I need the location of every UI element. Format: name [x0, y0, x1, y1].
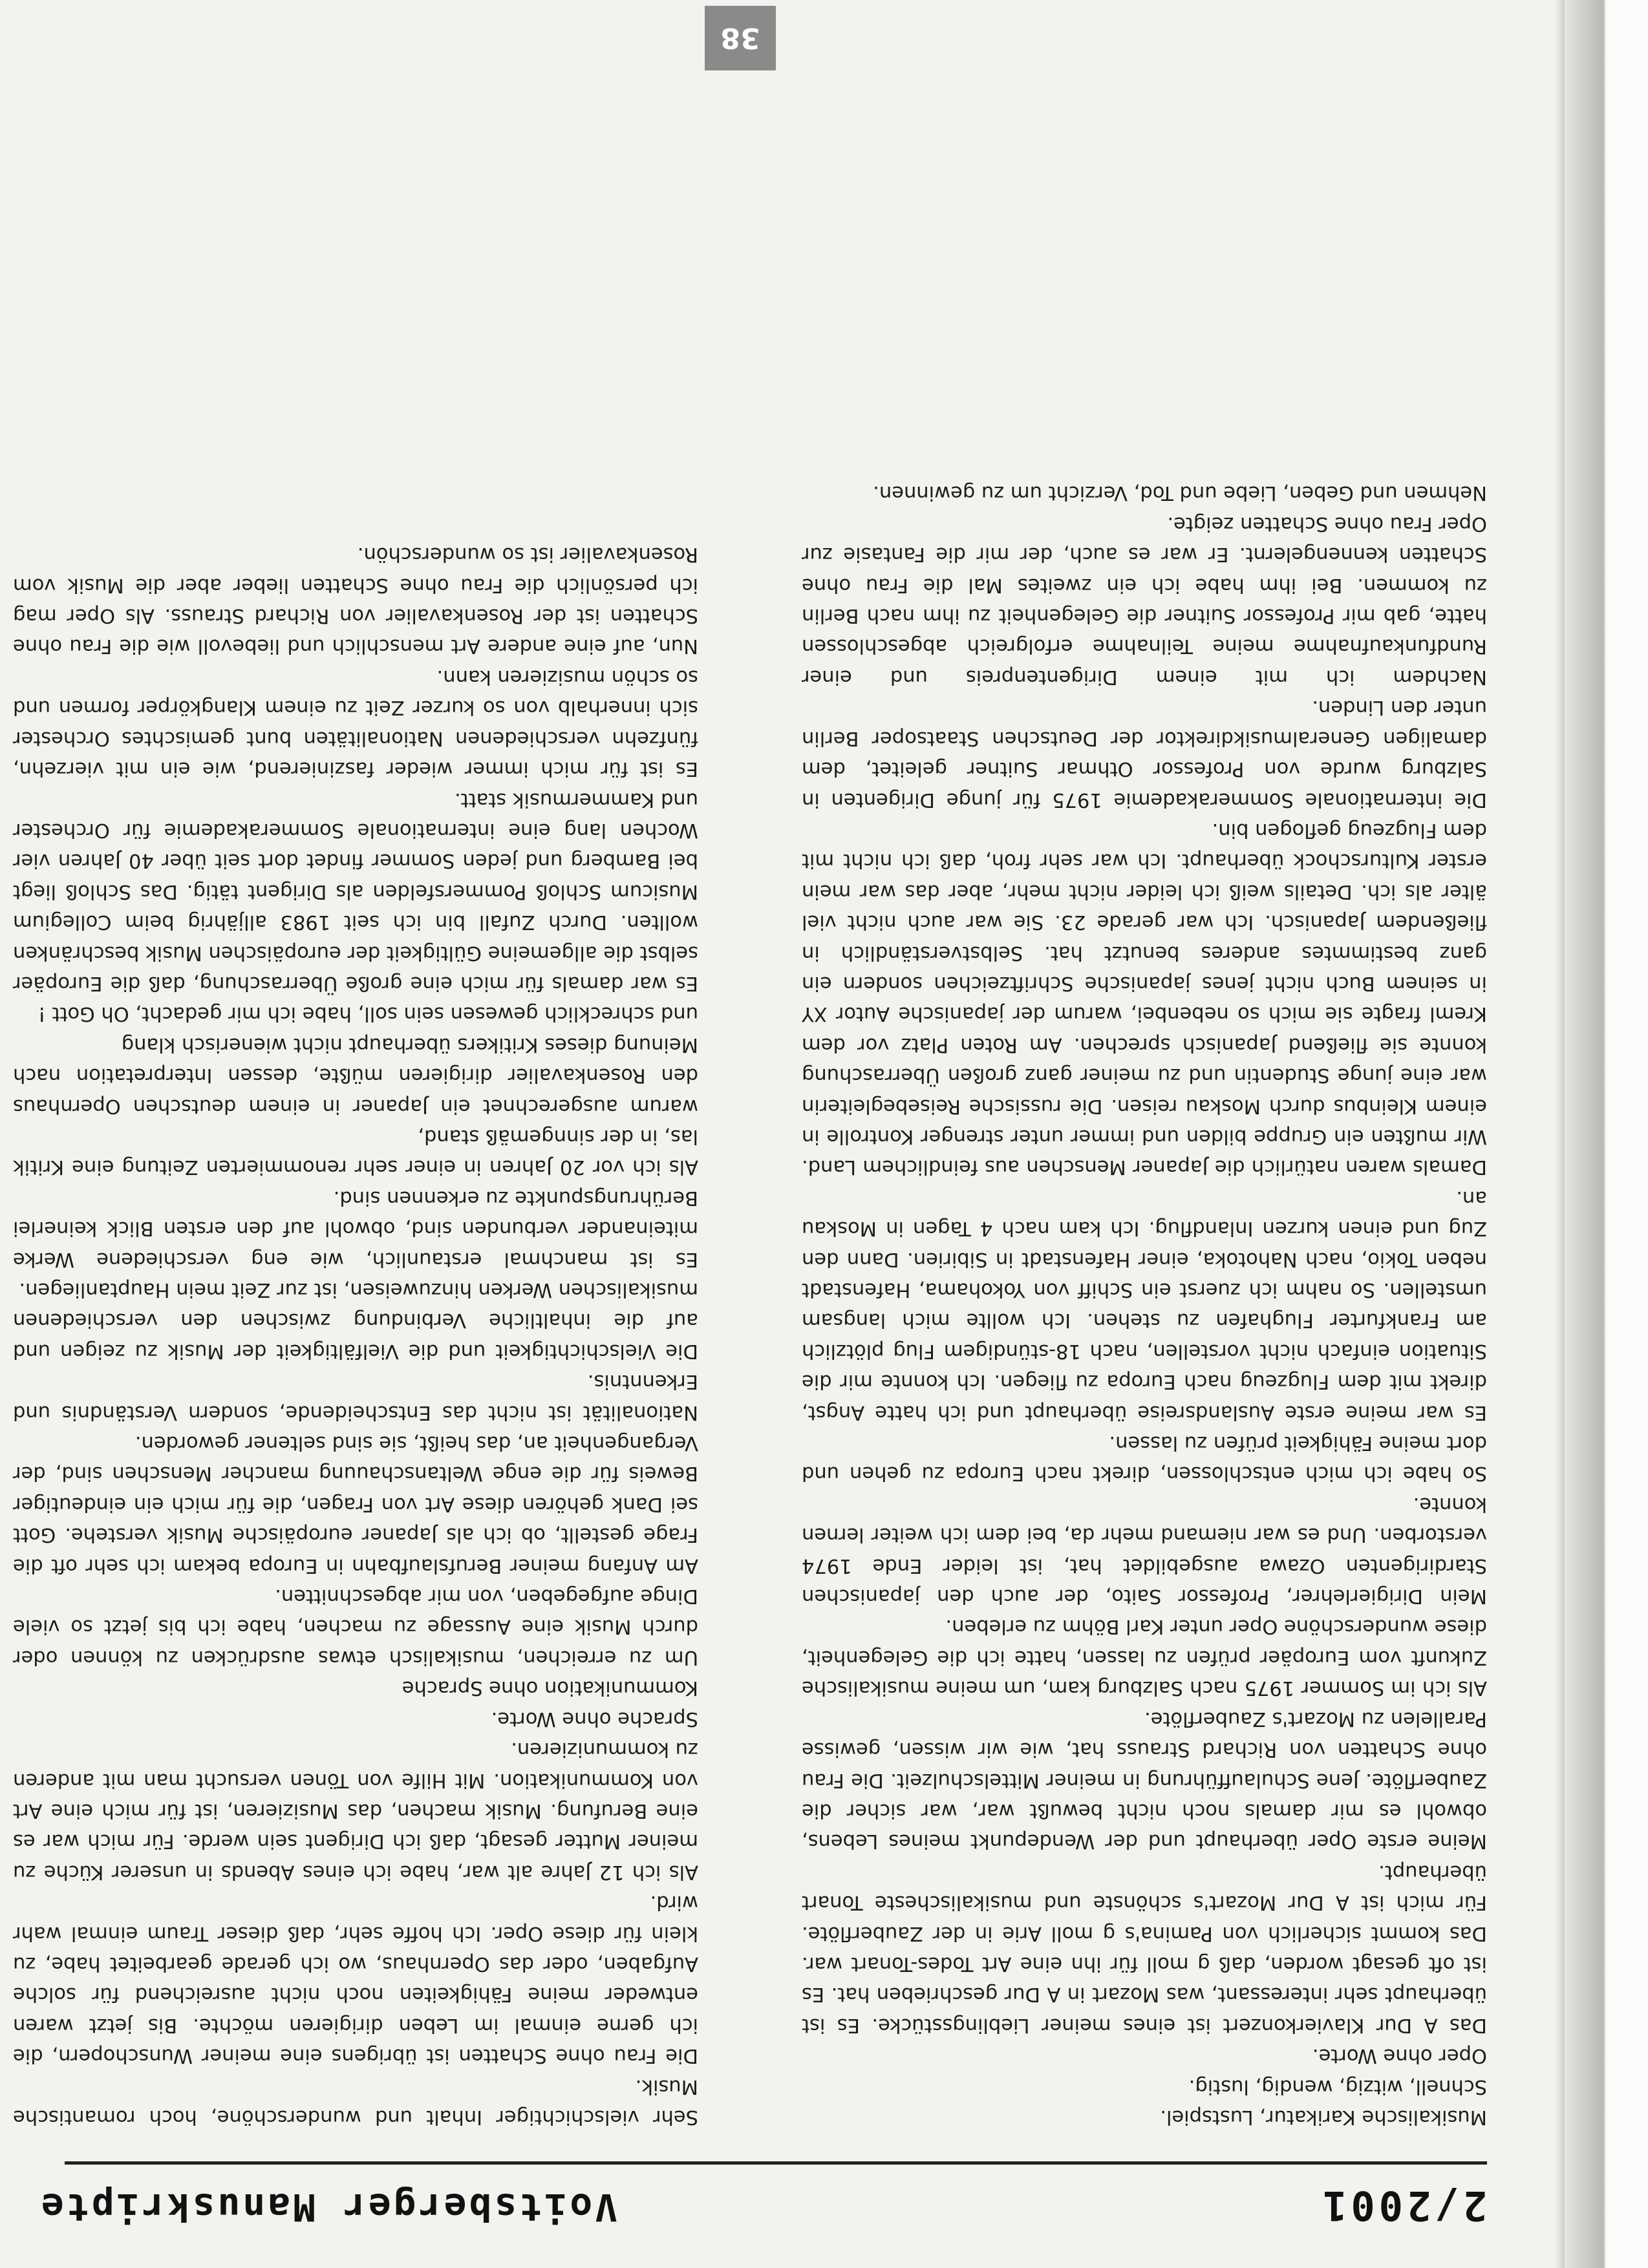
paragraph: Es war meine erste Auslandsreise überhaupt und ich hatte Angst, direkt mit dem Flugzeug nach Europa zu fliegen. Ich konnte mir die Situation einfach nicht vorstellen, nach 18-stündigem Flug plötzlich am Frankfurter Flughafen zu stehen. Ich wollte mich langsam umstellen. So nahm ich zuerst ein Schiff von Yokohama, Hafenstadt neben Tokio, nach Nahotoka, einer Hafenstadt in Sibirien. Dann den Zug und einen kurzen Inlandflug. Ich kam nach 4 Tagen in Moskau an.	[802, 1186, 1487, 1424]
paragraph: Die Vielschichtigkeit und die Vielfältigkeit der Musik zu zeigen und auf die inhaltliche Verbindung zwischen den verschiedenen musikalischen Werken hinzuweisen, ist zur Zeit mein Hauptanliegen.	[13, 1278, 698, 1362]
paragraph: Nachdem ich mit einem Dirigentenpreis und einer Rundfunkaufnahme meine Teilnahme erfolgreich abgeschlossen hatte, gab mir Professor Suitner die Gelegenheit zu ihm nach Berlin zu kommen. Bei ihm habe ich ein zweites Mal die Frau ohne Schatten kennengelernt. Er war es auch, der mir die Fantasie zur Oper Frau ohne Schatten zeigte.	[802, 512, 1487, 688]
paragraph: und schrecklich gewesen sein soll, habe ich mir gedacht, Oh Gott !	[37, 1002, 698, 1026]
paragraph: Damals waren natürlich die Japaner Menschen aus feindlichem Land. Wir mußten ein Gruppe bilden und immer unter strenger Kontrolle in einem Kleinbus durch Moskau reisen. Die russische Reisebegleiterin war eine junge Studentin und zu meiner ganz großen Überraschung konnte sie fließend Japanisch sprechen. Am Roten Platz vor dem Kreml fragte sie mich so nebenbei, warum der japanische Autor XY in seinem Buch nicht jenes japanische Schriftzeichen sondern ein ganz bestimmtes anderes benutzt hat. Selbstverständlich in fließendem Japanisch. Ich war gerade 23. Sie war auch nicht viel älter als ich. Details weiß ich leider nicht mehr, aber das war mein erster Kulturschock überhaupt. Ich war sehr froh, daß ich nicht mit dem Flugzeug geflogen bin.	[802, 818, 1487, 1179]
paragraph: Nun, auf eine andere Art menschlich und liebevoll wie die Frau ohne Schatten ist der Rosenkavalier von Richard Strauss. Als Oper mag ich persönlich die Frau ohne Schatten lieber aber die Musik vom Rosenkavalier ist so wunderschön.	[13, 543, 698, 658]
paragraph: Meine erste Oper überhaupt und der Wendepunkt meines Lebens, obwohl es mir damals noch nicht bewußt war, war sicher die Zauberflöte. Jene Schulaufführung in meiner Mittelschulzeit. Die Frau ohne Schatten von Richard Strauss hat, wie wir wissen, gewisse Parallelen zu Mozart's Zauberflöte.	[802, 1707, 1487, 1853]
paragraph: Sehr vielschichtiger Inhalt und wunderschöne, hoch romantische Musik.	[13, 2075, 698, 2128]
paragraph: Schnell, witzig, wendig, lustig.	[1188, 2075, 1487, 2098]
header-rule	[65, 2161, 1487, 2165]
paragraph: Als ich im Sommer 1975 nach Salzburg kam, um meine musikalische Zukunft vom Europäer prüfen zu lassen, hatte ich die Gelegenheit, diese wunderschöne Oper unter Karl Böhm zu erleben.	[802, 1615, 1487, 1700]
paragraph: Es ist manchmal erstaunlich, wie eng verschiedene Werke miteinander verbunden sind, obwohl auf den ersten Blick keinerlei Berührungspunkte zu erkennen sind.	[13, 1186, 698, 1271]
paragraph: Mein Dirigierlehrer, Professor Saito, der auch den japanischen Stardirigenten Ozawa ausgebildet hat, ist leider Ende 1974 verstorben. Und es war niemand mehr da, bei dem ich weiter lernen konnte.	[802, 1492, 1487, 1608]
paragraph: warum ausgerechnet ein Japaner in einem deutschen Opernhaus den Rosenkavalier dirigieren müßte, dessen Interpretation nach Meinung dieses Kritikers überhaupt nicht wienerisch klang	[13, 1033, 698, 1118]
page-number-tab	[705, 6, 776, 70]
paragraph: Kommunikation ohne Sprache	[401, 1677, 698, 1700]
paragraph: Sprache ohne Worte.	[491, 1707, 698, 1730]
page-edge	[1565, 0, 1648, 2268]
text-column-left	[802, 478, 1487, 2132]
page-number: 38	[720, 21, 760, 55]
paragraph: Oper ohne Worte.	[1312, 2044, 1487, 2068]
paragraph: Es ist für mich immer wieder faszinierend, wie ein mit vierzehn, fünfzehn verschiedenen Nationalitäten bunt gemischtes Orchester sich innerhalb von so kurzer Zeit zu einem Klangkörper formen und so schön musizieren kann.	[13, 665, 698, 781]
paragraph: Die internationale Sommerakademie 1975 für junge Dirigenten in Salzburg wurde von Professor Othmar Suitner geleitet, dem damaligen Generalmusikdirektor der Deutschen Staatsoper Berlin unter den Linden.	[802, 696, 1487, 811]
text-column-right	[13, 539, 698, 2132]
paragraph: Nationalität ist nicht das Entscheidende, sondern Verständnis und Erkenntnis.	[13, 1370, 698, 1424]
paragraph: Als ich vor 20 Jahren in einer sehr renommierten Zeitung eine Kritik las, in der sinngemäß stand,	[13, 1125, 698, 1179]
paragraph: Am Anfang meiner Berufslaufbahn in Europa bekam ich sehr oft die Frage gestellt, ob ich als Japaner europäische Musik verstehe. Gott sei Dank gehören diese Art von Fragen, die für mich ein eindeutiger Beweis für die enge Weltanschauung mancher Menschen sind, der Vergangenheit an, das heißt, sie sind seltener geworden.	[13, 1432, 698, 1577]
paragraph: Um zu erreichen, musikalisch etwas ausdrücken zu können oder durch Musik eine Aussage zu machen, habe ich bis jetzt so viele Dinge aufgegeben, von mir abgeschnitten.	[13, 1585, 698, 1669]
masthead-title: Voitsberger Manuskripte	[39, 2185, 618, 2229]
paragraph: So habe ich mich entschlossen, direkt nach Europa zu gehen und dort meine Fähigkeit prüfen zu lassen.	[802, 1432, 1487, 1485]
paragraph: Die Frau ohne Schatten ist übrigens eine meiner Wunschopern, die ich gerne einmal im Leben dirigieren möchte. Bis jetzt waren entweder meine Fähigkeiten noch nicht ausreichend für solche Aufgaben, oder das Opernhaus, wo ich gerade gearbeitet habe, zu klein für diese Oper. Ich hoffe sehr, daß dieser Traum einmal wahr wird.	[13, 1891, 698, 2068]
paragraph: Als ich 12 Jahre alt war, habe ich eines Abends in unserer Küche zu meiner Mutter gesagt, daß ich Dirigent sein werde. Für mich war es eine Berufung. Musik machen, das Musizieren, ist für mich eine Art von Kommunikation. Mit Hilfe von Tönen versucht man mit anderen zu kommunizieren.	[13, 1738, 698, 1883]
paragraph: Das A Dur Klavierkonzert ist eines meiner Lieblingsstücke. Es ist überhaupt sehr interessant, was Mozart in A Dur geschrieben hat. Es ist oft gesagt worden, daß g moll für ihn eine Art Todes-Tonart war. Das kommt sicherlich von Pamina's g moll Arie in der Zauberflöte. Für mich ist A Dur Mozart's schönste und musikalischeste Tonart überhaupt.	[802, 1860, 1487, 2037]
paragraph: Musikalische Karikatur, Lustspiel.	[1160, 2106, 1487, 2128]
paragraph: Nehmen und Geben, Liebe und Tod, Verzicht um zu gewinnen.	[873, 482, 1487, 505]
paragraph: Es war damals für mich eine große Überraschung, daß die Europäer selbst die allgemeine Gültigkeit der europäischen Musik beschränken wollten. Durch Zufall bin ich seit 1983 alljährig beim Collegium Musicum Schloß Pommersfelden als Dirigent tätig. Das Schloß liegt bei Bamberg und jeden Sommer findet dort seit über 40 Jahren vier Wochen lang eine internationale Sommerakademie für Orchester und Kammermusik statt.	[13, 788, 698, 995]
issue-number: 2/2001	[1319, 2182, 1487, 2229]
